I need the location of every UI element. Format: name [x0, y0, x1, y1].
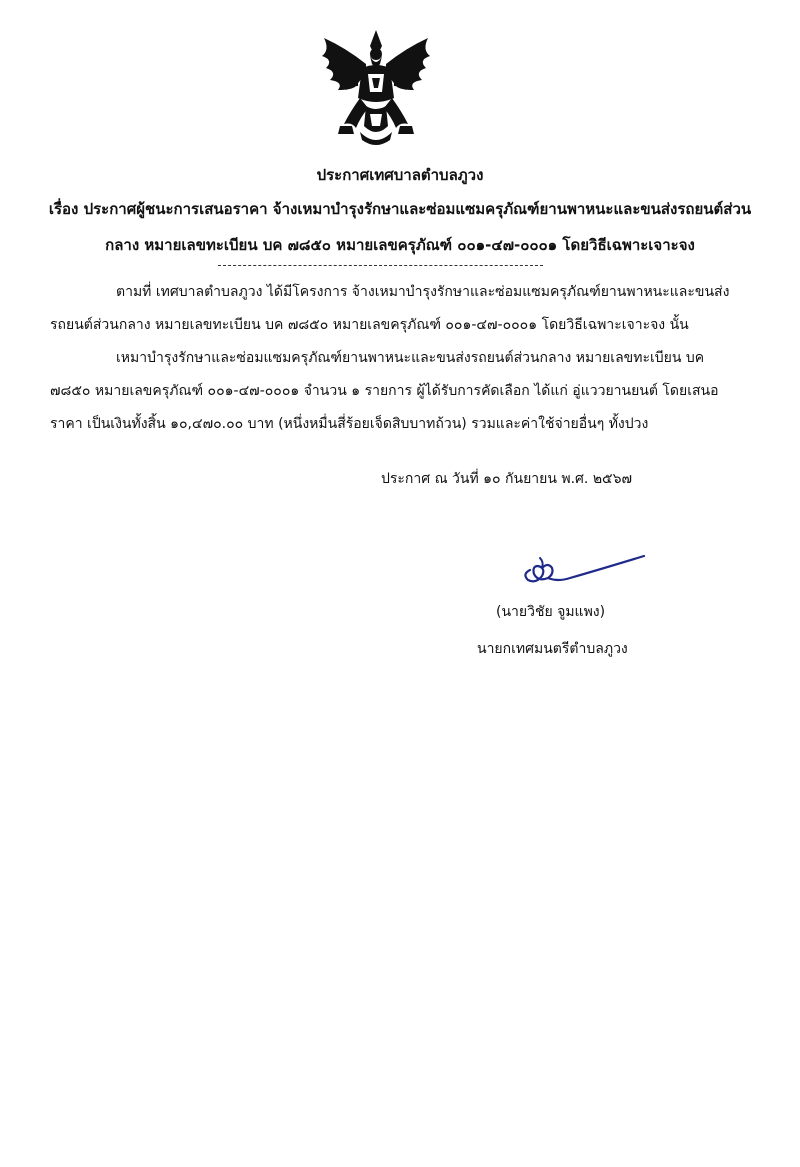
signature-icon: [518, 548, 648, 590]
body-paragraph-2: [50, 342, 750, 441]
announcement-subject: [40, 191, 760, 263]
signer-name: (นายวิชัย จูมแพง): [496, 604, 606, 620]
paragraph-line: เหมาบำรุงรักษาและซ่อมแซมครุภัณฑ์ยานพาหนะและขนส่งรถยนต์ส่วนกลาง หมายเลขทะเบียน บค: [116, 350, 705, 366]
announcement-date: ประกาศ ณ วันที่ ๑๐ กันยายน พ.ศ. ๒๕๖๗: [381, 471, 633, 487]
paragraph-line: รถยนต์ส่วนกลาง หมายเลขทะเบียน บค ๗๘๕๐ หมายเลขครุภัณฑ์ ๐๐๑-๔๗-๐๐๐๑ โดยวิธีเฉพาะเจาะจง นั้น: [50, 317, 689, 333]
announcement-title: ประกาศเทศบาลตำบลภูวง: [316, 166, 484, 184]
body-paragraph-1: [50, 276, 750, 342]
signer-title: นายกเทศมนตรีตำบลภูวง: [477, 641, 628, 657]
paragraph-line: ตามที่ เทศบาลตำบลภูวง ได้มีโครงการ จ้างเหมาบำรุงรักษาและซ่อมแซมครุภัณฑ์ยานพาหนะและขนส่ง: [116, 284, 730, 300]
subject-line: กลาง หมายเลขทะเบียน บค ๗๘๕๐ หมายเลขครุภัณฑ์ ๐๐๑-๔๗-๐๐๐๑ โดยวิธีเฉพาะเจาะจง: [105, 236, 695, 254]
paragraph-line: ราคา เป็นเงินทั้งสิ้น ๑๐,๔๗๐.๐๐ บาท (หนึ่งหมื่นสี่ร้อยเจ็ดสิบบาทถ้วน) รวมและค่าใช้จ่ายอื่นๆ ทั้งปวง: [50, 416, 649, 432]
separator-line: [218, 265, 543, 266]
garuda-emblem-icon: [316, 28, 436, 150]
paragraph-line: ๗๘๕๐ หมายเลขครุภัณฑ์ ๐๐๑-๔๗-๐๐๐๑ จำนวน ๑ รายการ ผู้ได้รับการคัดเลือก ได้แก่ อู่แววยานยนต์ โดยเสนอ: [50, 383, 719, 399]
subject-line: เรื่อง ประกาศผู้ชนะการเสนอราคา จ้างเหมาบำรุงรักษาและซ่อมแซมครุภัณฑ์ยานพาหนะและขนส่งรถยนต์ส่วน: [48, 200, 752, 218]
